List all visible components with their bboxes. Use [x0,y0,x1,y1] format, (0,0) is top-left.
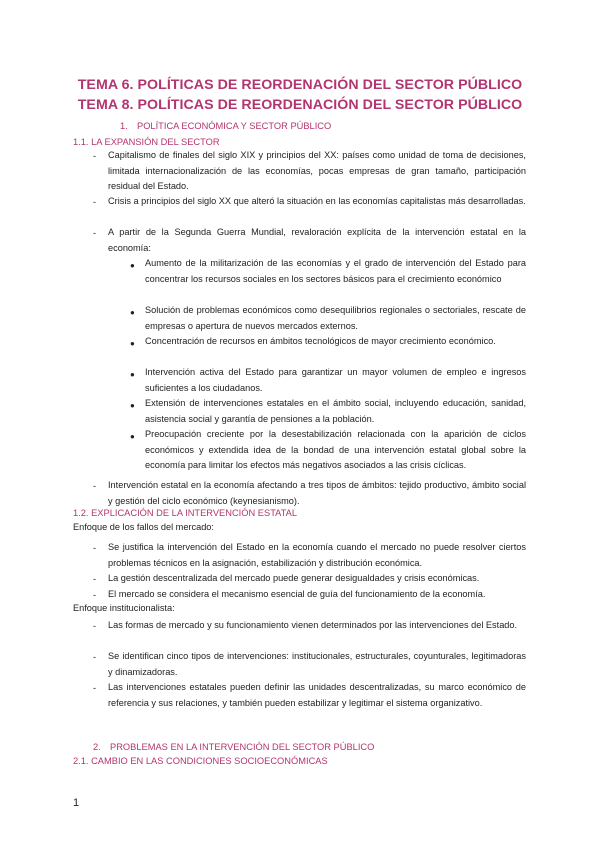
enfoque-fallos-label: Enfoque de los fallos del mercado: [73,522,214,532]
list-item: El mercado se considera el mecanismo esencial de guía del funcionamiento de la economía. [108,589,486,599]
bullet-dot: ● [130,370,135,379]
list-item: A partir de la Segunda Guerra Mundial, revaloración explícita de la intervención estatal en la economía: [108,227,526,253]
section-2-title: PROBLEMAS EN LA INTERVENCIÓN DEL SECTOR PÚBLICO [110,742,375,752]
list-item: Crisis a principios del siglo XX que alteró la situación en las economías capitalistas más desarrolladas. [108,196,526,206]
bullet-dot: ● [130,339,135,348]
dash-marker: - [93,683,97,693]
title-tema-8: TEMA 8. POLÍTICAS DE REORDENACIÓN DEL SECTOR PÚBLICO [77,97,523,113]
bullet-item: Solución de problemas económicos como desequilibrios regionales o sectoriales, rescate de empresas o apertura de nuevos mercados externos. [145,305,526,331]
subsection-2-1-title: 2.1. CAMBIO EN LAS CONDICIONES SOCIOECONÓMICAS [73,756,328,766]
bullet-item: Intervención activa del Estado para garantizar un mayor volumen de empleo e ingresos suficientes a los ciudadanos. [145,367,526,393]
dash-marker: - [93,621,97,631]
bullet-item: Preocupación creciente por la desestabilización relacionada con la aparición de ciclos económicos y extendida idea de la bondad de una intervención estatal global sobre la economía para limitar los efectos más negativos asociados a las crisis cíclicas. [145,429,526,470]
bullet-dot: ● [130,432,135,441]
dash-marker: - [93,590,97,600]
dash-marker: - [93,151,97,161]
section-1-number: 1. [120,121,128,131]
dash-marker: - [93,481,97,491]
dash-marker: - [93,652,97,662]
list-item: Se identifican cinco tipos de intervenciones: institucionales, estructurales, coyunturales, legitimadoras y dinamizadoras. [108,651,526,677]
bullet-dot: ● [130,261,135,270]
bullet-item: Extensión de intervenciones estatales en el ámbito social, incluyendo educación, sanidad, asistencia social y garantía de pensiones a la población. [145,398,526,424]
dash-marker: - [93,543,97,553]
title-tema-6: TEMA 6. POLÍTICAS DE REORDENACIÓN DEL SECTOR PÚBLICO [77,77,523,93]
bullet-item: Concentración de recursos en ámbitos tecnológicos de mayor crecimiento económico. [145,336,496,346]
bullet-dot: ● [130,308,135,317]
dash-marker: - [93,228,97,238]
list-item: Se justifica la intervención del Estado en la economía cuando el mercado no puede resolver ciertos problemas técnicos en la asignación, estabilización y distribución económica. [108,542,526,568]
bullet-item: Aumento de la militarización de las economías y el grado de intervención del Estado para concentrar los recursos sociales en los sectores básicos para el crecimiento económico [145,258,526,284]
list-item: La gestión descentralizada del mercado puede generar desigualdades y crisis económicas. [108,573,480,583]
section-2-number: 2. [93,742,101,752]
list-item: Las intervenciones estatales pueden definir las unidades descentralizadas, su marco económico de referencia y sus relaciones, y también pueden estabilizar y legitimar el sistema organizativo. [108,682,526,708]
dash-marker: - [93,574,97,584]
subsection-1-1-title: 1.1. LA EXPANSIÓN DEL SECTOR [73,137,220,147]
enfoque-institucionalista-label: Enfoque institucionalista: [73,603,175,613]
section-1-title: POLÍTICA ECONÓMICA Y SECTOR PÚBLICO [137,121,332,131]
list-item: Intervención estatal en la economía afectando a tres tipos de ámbitos: tejido productivo, ámbito social y gestión del ciclo económico (keynesianismo). [108,480,526,506]
dash-marker: - [93,197,97,207]
page-number: 1 [73,797,80,809]
subsection-1-2-title: 1.2. EXPLICACIÓN DE LA INTERVENCIÓN ESTATAL [73,508,298,518]
bullet-dot: ● [130,401,135,410]
list-item: Capitalismo de finales del siglo XIX y principios del XX: países como unidad de toma de decisiones, limitada internacionalización de las economías, pocas empresas de gran tamaño, participación residual del Estado. [108,150,526,191]
list-item: Las formas de mercado y su funcionamiento vienen determinados por las intervenciones del Estado. [108,620,518,630]
